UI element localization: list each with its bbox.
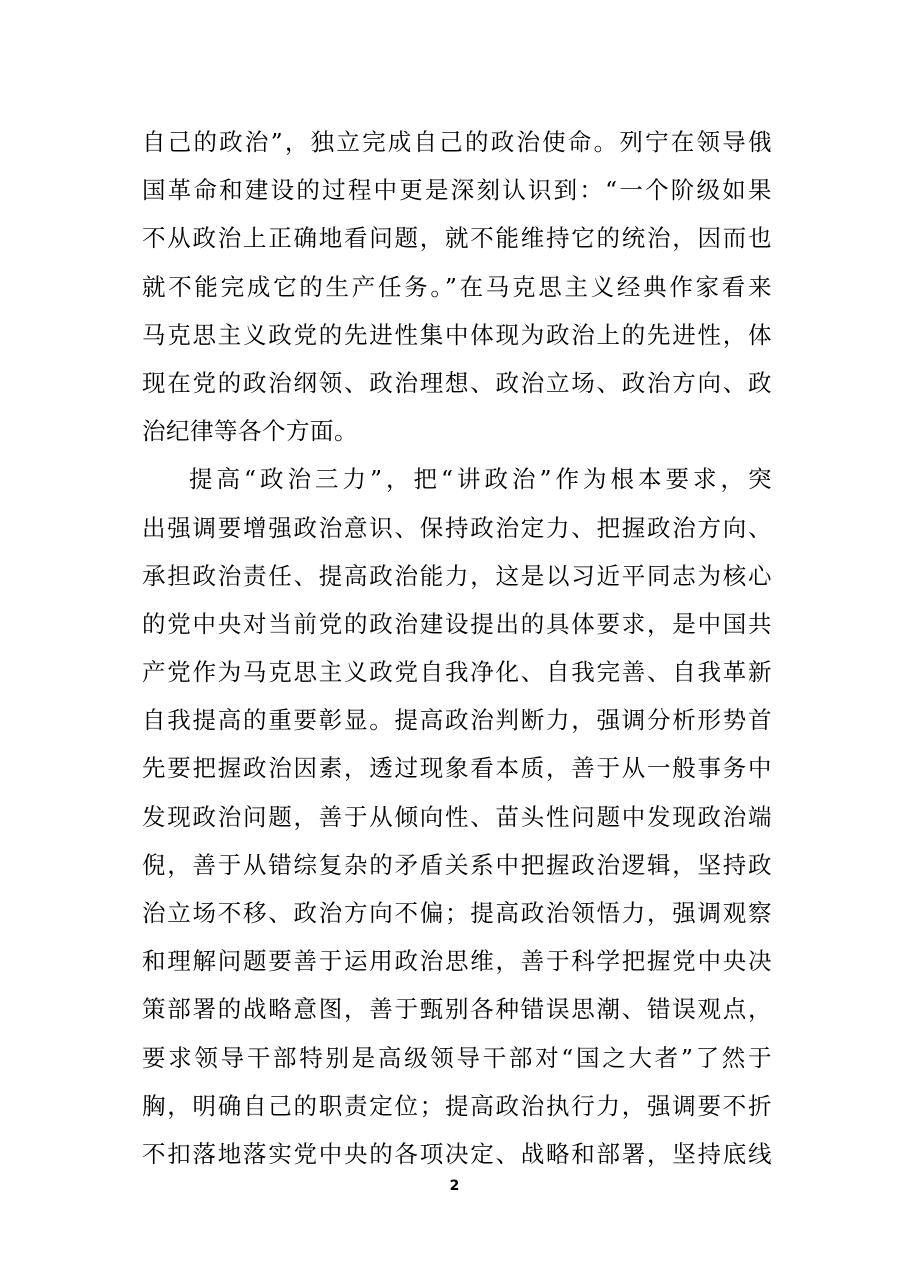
body-text xyxy=(142,118,772,1178)
text-line: 和理解问题要善于运用政治思维，善于科学把握党中央决 xyxy=(142,947,772,976)
text-line: 提高“政治三力”，把“讲政治”作为根本要求，突 xyxy=(189,465,772,494)
text-line: 要求领导干部特别是高级领导干部对“国之大者”了然于 xyxy=(142,1043,772,1072)
text-line: 策部署的战略意图，善于甄别各种错误思潮、错误观点， xyxy=(142,995,772,1024)
text-line: 不从政治上正确地看问题，就不能维持它的统治，因而也 xyxy=(142,224,772,253)
text-line: 胸，明确自己的职责定位；提高政治执行力，强调要不折 xyxy=(142,1091,772,1120)
text-line: 出强调要增强政治意识、保持政治定力、把握政治方向、 xyxy=(142,513,772,542)
paragraph-2 xyxy=(142,455,772,1178)
text-line: 产党作为马克思主义政党自我净化、自我完善、自我革新 xyxy=(142,658,772,687)
text-line: 就不能完成它的生产任务。”在马克思主义经典作家看来 xyxy=(142,272,772,301)
text-line: 发现政治问题，善于从倾向性、苗头性问题中发现政治端 xyxy=(142,802,772,831)
text-line: 自我提高的重要彰显。提高政治判断力，强调分析形势首 xyxy=(142,706,772,735)
text-line: 不扣落地落实党中央的各项决定、战略和部署，坚持底线 xyxy=(142,1139,772,1168)
text-line: 承担政治责任、提高政治能力，这是以习近平同志为核心 xyxy=(142,561,772,590)
page-number: 2 xyxy=(449,1178,460,1194)
text-line: 马克思主义政党的先进性集中体现为政治上的先进性，体 xyxy=(142,320,772,349)
text-line: 治立场不移、政治方向不偏；提高政治领悟力，强调观察 xyxy=(142,899,772,927)
paragraph-1 xyxy=(142,118,772,455)
text-line: 国革命和建设的过程中更是深刻认识到：“一个阶级如果 xyxy=(142,176,772,205)
text-line: 的党中央对当前党的政治建设提出的具体要求，是中国共 xyxy=(142,609,772,638)
text-line: 治纪律等各个方面。 xyxy=(142,417,358,446)
text-line: 自己的政治”，独立完成自己的政治使命。列宁在领导俄 xyxy=(142,128,772,156)
text-line: 先要把握政治因素，透过现象看本质，善于从一般事务中 xyxy=(142,754,772,783)
text-line: 倪，善于从错综复杂的矛盾关系中把握政治逻辑，坚持政 xyxy=(142,850,772,879)
text-line: 现在党的政治纲领、政治理想、政治立场、政治方向、政 xyxy=(142,368,772,397)
